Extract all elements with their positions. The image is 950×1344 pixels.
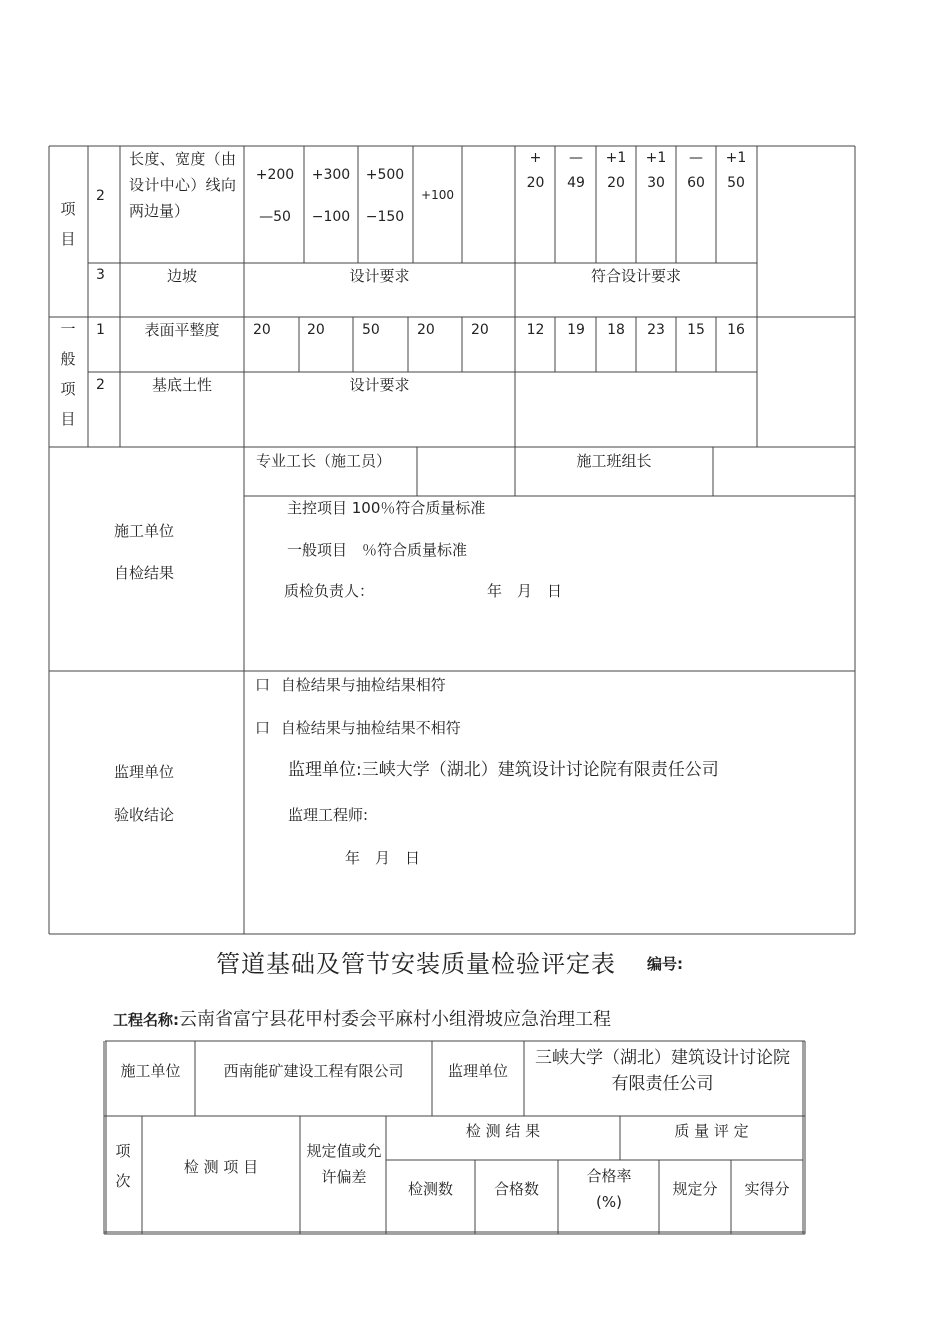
spec-bottom: −150 (365, 209, 405, 225)
result-value: 23 (647, 322, 665, 338)
row-no: 2 (96, 377, 105, 393)
self-check-label: 自检结果 (114, 564, 175, 582)
project-line (113, 1005, 611, 1031)
spec-top: +500 (365, 167, 405, 183)
quality-header: 质 量 评 定 (674, 1122, 749, 1140)
result-value: 19 (567, 322, 585, 338)
main-items-pass-text: 主控项目 100％符合质量标准 (287, 499, 486, 517)
count-header: 检测数 (407, 1180, 453, 1198)
result-top: — (569, 150, 583, 166)
result-value: 16 (727, 322, 745, 338)
result-bottom: 20 (607, 175, 625, 191)
acceptance-label: 验收结论 (114, 806, 175, 824)
base-soil-spec: 设计要求 (349, 376, 410, 394)
construction-unit-value: 西南能矿建设工程有限公司 (223, 1062, 404, 1080)
results-header: 检 测 结 果 (465, 1122, 541, 1140)
row-item-slope: 边坡 (166, 267, 197, 285)
supervision-engineer-label: 监理工程师: (288, 806, 369, 824)
row-item-surface-flatness: 表面平整度 (144, 321, 220, 339)
result-top: +1 (645, 150, 667, 166)
checkbox-icon[interactable]: 口 (255, 676, 271, 694)
spec-value: 20 (307, 322, 325, 338)
row-item-length-width: 长度、宽度（由设计中心）线向两边量） (129, 150, 236, 220)
project-name: 云南省富宁县花甲村委会平麻村小组滑坡应急治理工程 (179, 1009, 611, 1030)
number-label: 编号: (647, 955, 683, 973)
team-leader-label: 施工班组长 (576, 452, 652, 470)
spec-value: 20 (417, 322, 435, 338)
supervision-date: 年 月 日 (345, 849, 421, 867)
result-bottom: 50 (727, 175, 745, 191)
spec-bottom: −100 (311, 209, 351, 225)
result-value: 15 (687, 322, 705, 338)
pass-rate-header: 合格率(%) (586, 1167, 632, 1211)
allowed-deviation-header: 规定值或允许偏差 (306, 1142, 382, 1186)
project-label: 工程名称: (113, 1011, 179, 1029)
option-consistent[interactable]: 口 自检结果与抽检结果相符 (255, 676, 446, 694)
supervision-unit-label: 监理单位 (114, 763, 175, 781)
result-value: 12 (526, 322, 545, 338)
result-bottom: 30 (647, 175, 665, 191)
spec-value: 50 (362, 322, 380, 338)
row-item-base-soil: 基底土性 (151, 376, 212, 394)
spec-top: +100 (421, 188, 454, 202)
spec-value: 20 (253, 322, 271, 338)
result-top: +1 (725, 150, 747, 166)
result-bottom: 49 (567, 175, 585, 191)
main-items-label: 项目 (60, 200, 76, 248)
qc-person-label: 质检负责人： (284, 582, 375, 600)
supervision-unit-label: 监理单位 (447, 1062, 508, 1080)
result-value: 18 (607, 322, 625, 338)
checkbox-icon[interactable]: 口 (255, 719, 271, 737)
inspection-item-header: 检 测 项 目 (183, 1158, 259, 1176)
row-no: 1 (96, 322, 105, 338)
supervision-company-line: 监理单位:三峡大学（湖北）建筑设计讨论院有限责任公司 (288, 760, 719, 780)
result-top: +1 (605, 150, 627, 166)
row-no: 3 (96, 267, 105, 283)
standard-score-header: 规定分 (672, 1180, 718, 1198)
slope-spec: 设计要求 (349, 267, 410, 285)
option-inconsistent[interactable]: 口 自检结果与抽检结果不相符 (255, 719, 461, 737)
self-check-date: 年 月 日 (487, 582, 563, 600)
result-bottom: 60 (687, 175, 705, 191)
result-bottom: 20 (526, 175, 545, 191)
passed-header: 合格数 (493, 1180, 539, 1198)
spec-top: +200 (255, 167, 295, 183)
spec-value: 20 (471, 322, 489, 338)
result-top: + (529, 150, 542, 166)
general-items-pass-text: 一般项目 ％符合质量标准 (287, 541, 468, 559)
spec-bottom: —50 (259, 209, 291, 225)
actual-score-header: 实得分 (744, 1180, 790, 1198)
general-items-label: 一般项目 (60, 320, 76, 428)
spec-top: +300 (311, 167, 351, 183)
construction-unit-label: 施工单位 (120, 1062, 181, 1080)
slope-result: 符合设计要求 (590, 267, 681, 285)
foreman-label: 专业工长（施工员） (256, 452, 392, 470)
form-title: 管道基础及管节安装质量检验评定表 (216, 950, 616, 978)
row-no: 2 (96, 188, 105, 204)
result-top: — (689, 150, 703, 166)
supervision-unit-value: 三峡大学（湖北）建筑设计讨论院有限责任公司 (535, 1048, 790, 1094)
item-no-header: 项次 (115, 1142, 131, 1190)
construction-unit-label: 施工单位 (114, 522, 175, 540)
